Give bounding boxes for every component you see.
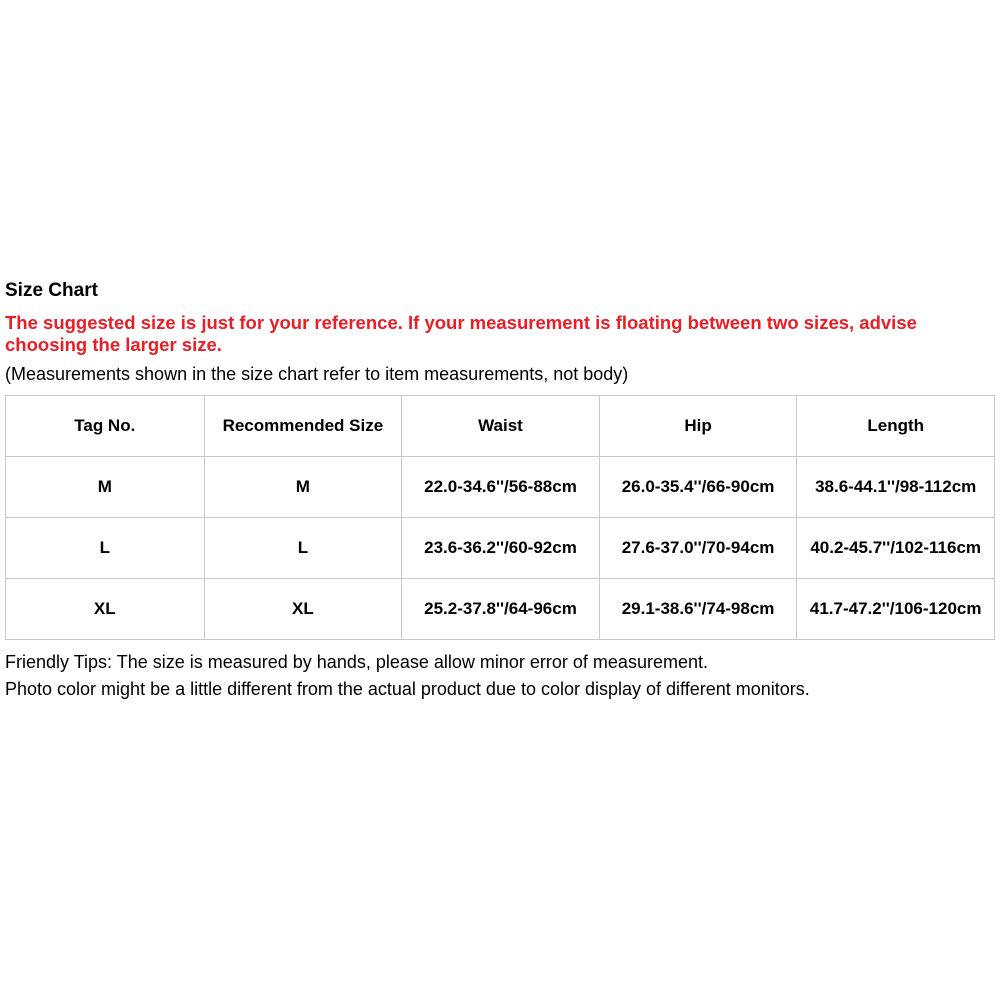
column-header-hip: Hip xyxy=(599,396,797,457)
cell-tag-no: XL xyxy=(6,579,205,640)
cell-waist: 23.6-36.2''/60-92cm xyxy=(402,518,600,579)
cell-hip: 26.0-35.4''/66-90cm xyxy=(599,457,797,518)
table-header-row xyxy=(6,396,995,457)
size-warning-text: The suggested size is just for your reference. If your measurement is floating between two sizes, advise choosing the larger size. xyxy=(5,312,917,355)
table-row xyxy=(6,579,995,640)
cell-hip: 29.1-38.6''/74-98cm xyxy=(599,579,797,640)
friendly-tips xyxy=(5,649,995,703)
measurement-note: (Measurements shown in the size chart refer to item measurements, not body) xyxy=(5,364,629,384)
size-chart-table xyxy=(5,395,995,640)
cell-length: 41.7-47.2''/106-120cm xyxy=(797,579,995,640)
tip-measurement-error: Friendly Tips: The size is measured by hands, please allow minor error of measurement. xyxy=(5,652,708,672)
column-header-recommended-size: Recommended Size xyxy=(204,396,402,457)
tip-color-difference: Photo color might be a little different from the actual product due to color display of different monitors. xyxy=(5,679,810,699)
cell-length: 40.2-45.7''/102-116cm xyxy=(797,518,995,579)
cell-recommended-size: L xyxy=(204,518,402,579)
column-header-tag-no: Tag No. xyxy=(6,396,205,457)
cell-tag-no: M xyxy=(6,457,205,518)
cell-recommended-size: XL xyxy=(204,579,402,640)
column-header-length: Length xyxy=(797,396,995,457)
cell-recommended-size: M xyxy=(204,457,402,518)
cell-hip: 27.6-37.0''/70-94cm xyxy=(599,518,797,579)
cell-waist: 25.2-37.8''/64-96cm xyxy=(402,579,600,640)
table-row xyxy=(6,457,995,518)
cell-waist: 22.0-34.6''/56-88cm xyxy=(402,457,600,518)
table-row xyxy=(6,518,995,579)
cell-length: 38.6-44.1''/98-112cm xyxy=(797,457,995,518)
size-chart-content xyxy=(5,278,995,703)
page-title: Size Chart xyxy=(5,280,98,301)
cell-tag-no: L xyxy=(6,518,205,579)
column-header-waist: Waist xyxy=(402,396,600,457)
